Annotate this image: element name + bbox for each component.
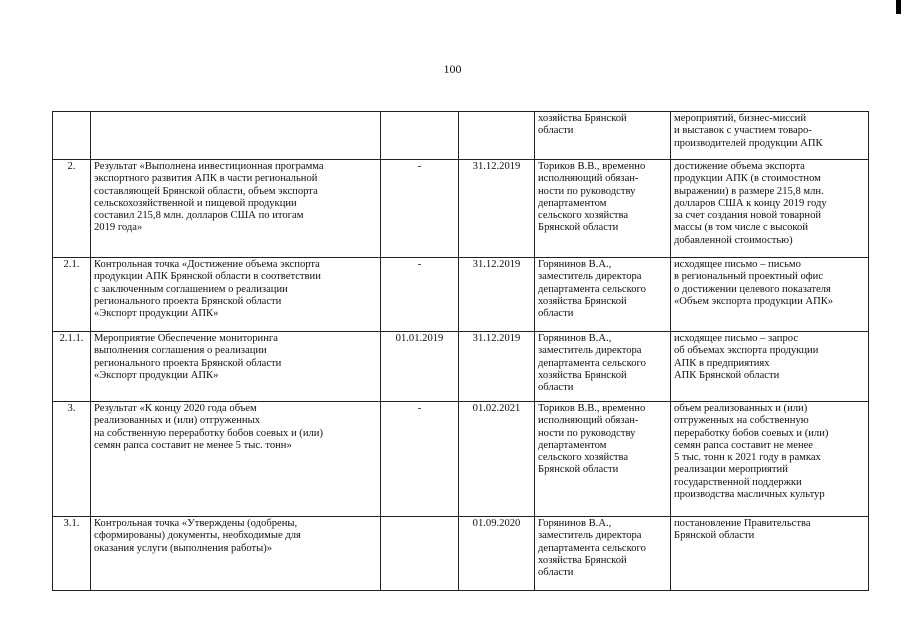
- row-end-date: 01.02.2021: [459, 402, 535, 517]
- row-start-date: [381, 517, 459, 591]
- row-number: 3.1.: [53, 517, 91, 591]
- row-end-date: 31.12.2019: [459, 160, 535, 258]
- row-description: Результат «Выполнена инвестиционная программа экспортного развития АПК в части региональной составляющей Брянской области, объем экспорта сельскохозяйственной и пищевой продукции составил 215,8 млн. долларов США по итогам 2019 года»: [91, 160, 381, 258]
- row-end-date: 31.12.2019: [459, 258, 535, 332]
- row-result: объем реализованных и (или) отгруженных на собственную переработку бобов соевых и (или) семян рапса составит не менее 5 тыс. тонн к 2021 году в рамках реализации мероприятий государственной поддержки производства масличных культур: [671, 402, 869, 517]
- table-row: [53, 160, 869, 258]
- row-result: исходящее письмо – запрос об объемах экспорта продукции АПК в предприятиях АПК Брянской области: [671, 332, 869, 402]
- table-row: [53, 402, 869, 517]
- row-result: достижение объема экспорта продукции АПК (в стоимостном выражении) в размере 215,8 млн. долларов США к концу 2019 году за счет создания новой товарной массы (в том числе с высокой добавленной стоимостью): [671, 160, 869, 258]
- row-responsible: хозяйства Брянской области: [535, 112, 671, 160]
- row-start-date: [381, 112, 459, 160]
- row-description: Контрольная точка «Достижение объема экспорта продукции АПК Брянской области в соответствии с заключенным соглашением о реализации регионального проекта Брянской области «Экспорт продукции АПК»: [91, 258, 381, 332]
- row-description: Контрольная точка «Утверждены (одобрены, сформированы) документы, необходимые для оказания услуги (выполнения работы)»: [91, 517, 381, 591]
- row-end-date: 01.09.2020: [459, 517, 535, 591]
- row-responsible: Горянинов В.А., заместитель директора департамента сельского хозяйства Брянской области: [535, 258, 671, 332]
- row-start-date: 01.01.2019: [381, 332, 459, 402]
- row-number: 2.1.1.: [53, 332, 91, 402]
- row-result: постановление Правительства Брянской области: [671, 517, 869, 591]
- row-result: исходящее письмо – письмо в региональный проектный офис о достижении целевого показателя «Объем экспорта продукции АПК»: [671, 258, 869, 332]
- row-number: 3.: [53, 402, 91, 517]
- row-responsible: Горянинов В.А., заместитель директора департамента сельского хозяйства Брянской области: [535, 517, 671, 591]
- row-description: [91, 112, 381, 160]
- row-description: Результат «К концу 2020 года объем реализованных и (или) отгруженных на собственную переработку бобов соевых и (или) семян рапса составит не менее 5 тыс. тонн»: [91, 402, 381, 517]
- row-responsible: Ториков В.В., временно исполняющий обязан- ности по руководству департаментом сельского хозяйства Брянской области: [535, 160, 671, 258]
- row-description: Мероприятие Обеспечение мониторинга выполнения соглашения о реализации регионального проекта Брянской области «Экспорт продукции АПК»: [91, 332, 381, 402]
- table-row: [53, 517, 869, 591]
- row-number: [53, 112, 91, 160]
- page-number: 100: [443, 62, 462, 76]
- row-start-date: -: [381, 258, 459, 332]
- row-responsible: Ториков В.В., временно исполняющий обязан- ности по руководству департаментом сельского хозяйства Брянской области: [535, 402, 671, 517]
- row-end-date: 31.12.2019: [459, 332, 535, 402]
- table-row: [53, 332, 869, 402]
- row-end-date: [459, 112, 535, 160]
- row-number: 2.: [53, 160, 91, 258]
- row-result: мероприятий, бизнес-миссий и выставок с участием товаро- производителей продукции АПК: [671, 112, 869, 160]
- row-start-date: -: [381, 160, 459, 258]
- row-start-date: -: [381, 402, 459, 517]
- plan-table: [52, 111, 869, 591]
- row-number: 2.1.: [53, 258, 91, 332]
- table-row: [53, 258, 869, 332]
- row-responsible: Горянинов В.А., заместитель директора департамента сельского хозяйства Брянской области: [535, 332, 671, 402]
- scan-edge-mark: [896, 0, 901, 14]
- table-row: [53, 112, 869, 160]
